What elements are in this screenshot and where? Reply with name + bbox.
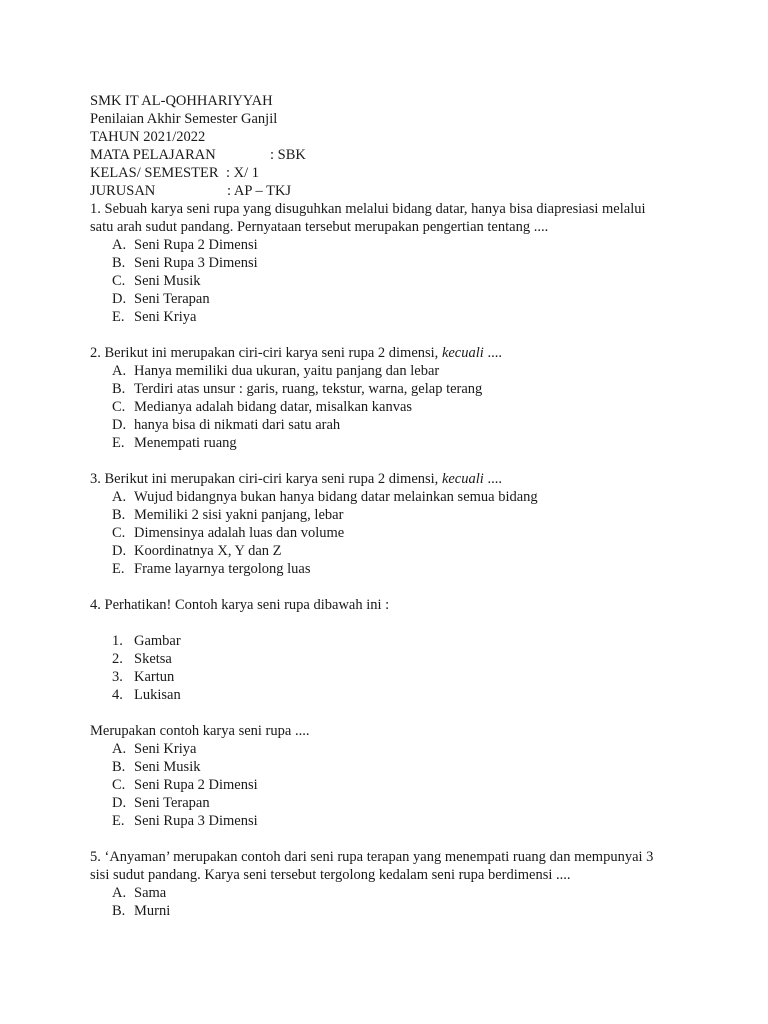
option-text: Sama [134, 885, 167, 901]
question-4-text: 4. Perhatikan! Contoh karya seni rupa dibawah ini : [90, 597, 390, 613]
major-value: : AP – TKJ [227, 183, 292, 199]
list-number: 2. [112, 651, 123, 667]
option-letter: E. [112, 561, 125, 577]
spacer [90, 578, 690, 596]
question-3-options [90, 488, 690, 578]
question-5-options [90, 884, 690, 920]
option [90, 812, 690, 830]
option [90, 506, 690, 524]
option-letter: A. [112, 489, 127, 505]
option [90, 434, 690, 452]
option-text: Frame layarnya tergolong luas [134, 561, 311, 577]
option-letter: B. [112, 255, 126, 271]
option [90, 794, 690, 812]
spacer [90, 614, 690, 632]
option-text: Wujud bidangnya bukan hanya bidang datar melainkan semua bidang [134, 489, 538, 505]
option [90, 524, 690, 542]
class-label: KELAS/ SEMESTER [90, 165, 219, 181]
list-text: Lukisan [134, 687, 181, 703]
option [90, 362, 690, 380]
option-text: Seni Rupa 3 Dimensi [134, 255, 258, 271]
option-text: Seni Rupa 2 Dimensi [134, 777, 258, 793]
option-text: Murni [134, 903, 171, 919]
option-text: Seni Musik [134, 273, 201, 289]
option [90, 380, 690, 398]
question-2-options [90, 362, 690, 452]
option [90, 488, 690, 506]
option-text: Seni Rupa 3 Dimensi [134, 813, 258, 829]
question-1-text-line1: 1. Sebuah karya seni rupa yang disuguhkan melalui bidang datar, hanya bisa diapresiasi melalui [90, 201, 646, 217]
option [90, 308, 690, 326]
option-letter: C. [112, 273, 126, 289]
option [90, 884, 690, 902]
option-letter: C. [112, 525, 126, 541]
option-text: Hanya memiliki dua ukuran, yaitu panjang dan lebar [134, 363, 440, 379]
question-5-text-line1: 5. ‘Anyaman’ merupakan contoh dari seni rupa terapan yang menempati ruang dan mempunyai 3 [90, 849, 654, 865]
spacer [90, 830, 690, 848]
option-text: Seni Musik [134, 759, 201, 775]
option-text: Seni Rupa 2 Dimensi [134, 237, 258, 253]
option-letter: A. [112, 741, 127, 757]
major-row [90, 182, 690, 200]
option-letter: D. [112, 417, 127, 433]
option [90, 740, 690, 758]
option-text: hanya bisa di nikmati dari satu arah [134, 417, 341, 433]
option-letter: C. [112, 777, 126, 793]
question-5-text-line2: sisi sudut pandang. Karya seni tersebut tergolong kedalam seni rupa berdimensi .... [90, 867, 571, 883]
question-3-tail: .... [483, 471, 502, 487]
option [90, 542, 690, 560]
list-item [90, 668, 690, 686]
option-text: Koordinatnya X, Y dan Z [134, 543, 282, 559]
option-text: Dimensinya adalah luas dan volume [134, 525, 345, 541]
option [90, 398, 690, 416]
option-letter: E. [112, 435, 125, 451]
list-item [90, 650, 690, 668]
class-value: : X/ 1 [226, 165, 260, 181]
option [90, 902, 690, 920]
option-text: Seni Terapan [134, 291, 210, 307]
option-letter: E. [112, 813, 125, 829]
option-text: Memiliki 2 sisi yakni panjang, lebar [134, 507, 344, 523]
question-2-text [90, 344, 690, 362]
option-letter: D. [112, 543, 127, 559]
option [90, 560, 690, 578]
option-text: Seni Kriya [134, 741, 197, 757]
option-letter: A. [112, 885, 127, 901]
option-text: Seni Terapan [134, 795, 210, 811]
option-text: Medianya adalah bidang datar, misalkan kanvas [134, 399, 413, 415]
list-number: 1. [112, 633, 123, 649]
list-text: Gambar [134, 633, 181, 649]
option [90, 416, 690, 434]
subject-label: MATA PELAJARAN [90, 147, 216, 163]
option-letter: B. [112, 759, 126, 775]
subject-value: : SBK [270, 147, 306, 163]
list-number: 4. [112, 687, 123, 703]
spacer [90, 326, 690, 344]
option [90, 254, 690, 272]
list-text: Kartun [134, 669, 175, 685]
spacer [90, 452, 690, 470]
question-1-options [90, 236, 690, 326]
question-4-prompt: Merupakan contoh karya seni rupa .... [90, 723, 310, 739]
option-letter: D. [112, 795, 127, 811]
option-letter: B. [112, 507, 126, 523]
spacer [90, 704, 690, 722]
major-label: JURUSAN [90, 183, 156, 199]
exam-document [90, 92, 690, 920]
question-1-text-line2: satu arah sudut pandang. Pernyataan tersebut merupakan pengertian tentang .... [90, 219, 549, 235]
question-4-options [90, 740, 690, 830]
question-3-text [90, 470, 690, 488]
list-item [90, 686, 690, 704]
subject-row [90, 146, 690, 164]
option [90, 272, 690, 290]
question-4-list [90, 632, 690, 704]
option-text: Menempati ruang [134, 435, 237, 451]
list-number: 3. [112, 669, 123, 685]
question-2-emphasis: kecuali [441, 345, 484, 361]
question-2-stem: 2. Berikut ini merupakan ciri-ciri karya seni rupa 2 dimensi, [90, 345, 442, 361]
question-3-stem: 3. Berikut ini merupakan ciri-ciri karya seni rupa 2 dimensi, [90, 471, 442, 487]
option [90, 290, 690, 308]
option-letter: D. [112, 291, 127, 307]
academic-year: TAHUN 2021/2022 [90, 129, 206, 145]
option [90, 776, 690, 794]
question-3-emphasis: kecuali [441, 471, 484, 487]
option [90, 758, 690, 776]
option-letter: A. [112, 363, 127, 379]
option-letter: B. [112, 381, 126, 397]
option-text: Seni Kriya [134, 309, 197, 325]
exam-title: Penilaian Akhir Semester Ganjil [90, 111, 278, 127]
school-name: SMK IT AL-QOHHARIYYAH [90, 93, 273, 109]
list-text: Sketsa [134, 651, 172, 667]
option-letter: E. [112, 309, 125, 325]
option-text: Terdiri atas unsur : garis, ruang, tekstur, warna, gelap terang [134, 381, 483, 397]
question-2-tail: .... [483, 345, 502, 361]
option-letter: B. [112, 903, 126, 919]
list-item [90, 632, 690, 650]
option-letter: A. [112, 237, 127, 253]
class-row [90, 164, 690, 182]
option [90, 236, 690, 254]
option-letter: C. [112, 399, 126, 415]
